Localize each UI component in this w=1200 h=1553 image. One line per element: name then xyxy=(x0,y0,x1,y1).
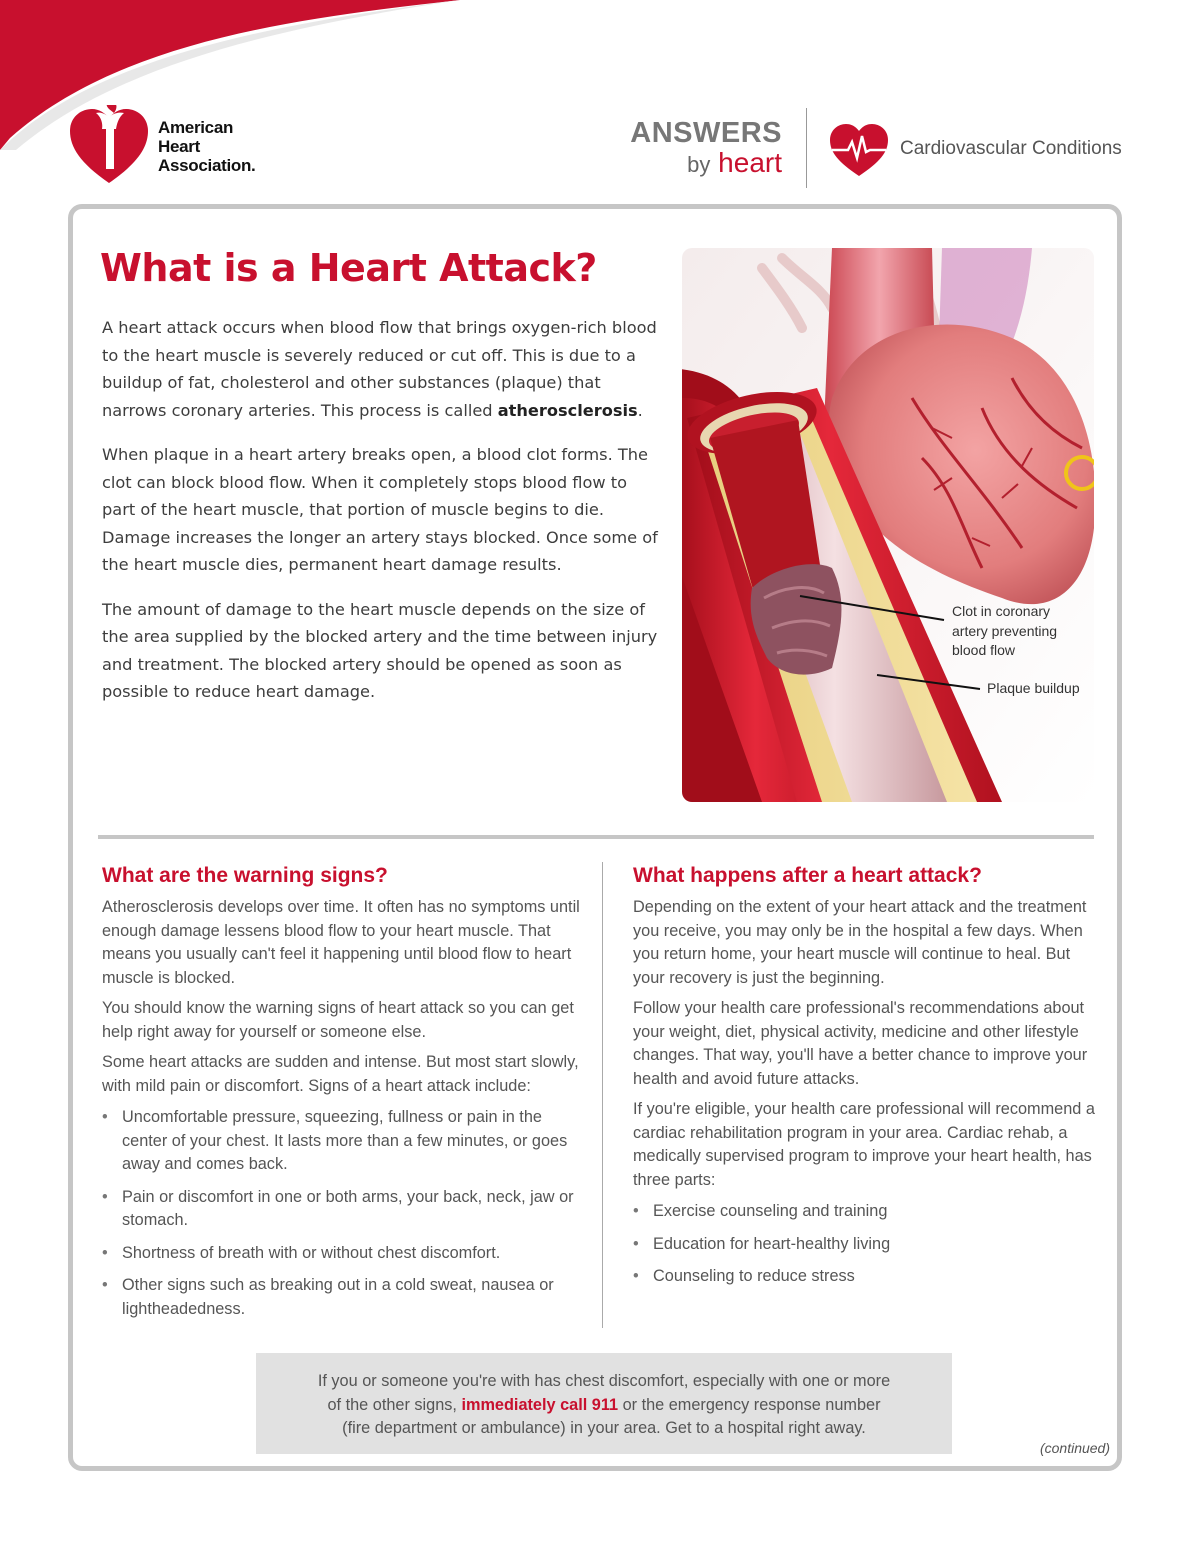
heart-torch-icon xyxy=(68,105,150,187)
continued-note: (continued) xyxy=(1039,1440,1110,1456)
list-item: • Education for heart-healthy living xyxy=(633,1233,1095,1257)
list-item: • Exercise counseling and training xyxy=(633,1200,1095,1224)
intro-section xyxy=(102,314,662,723)
intro-paragraph-2: When plaque in a heart artery breaks open, a blood clot forms. The clot can block blood flow. When it completely stops blood flow to part of the heart muscle, that portion of muscle begins to die. Damage increases the longer an artery stays blocked. Once some of the heart muscle dies, permanent heart damage results. xyxy=(102,445,658,574)
warning-signs-heading: What are the warning signs? xyxy=(102,864,388,887)
warning-signs-list xyxy=(102,1106,580,1321)
callout-clot-label: Clot in coronary artery preventing blood flow xyxy=(952,603,1058,658)
cardiac-rehab-list xyxy=(633,1200,1095,1289)
warning-paragraph-1: Atherosclerosis develops over time. It often has no symptoms until enough damage lessens blood flow to your heart muscle. That means you usually can't feel it happening until blood flow to heart muscle is blocked. xyxy=(102,898,580,987)
brand-divider xyxy=(806,108,807,188)
emergency-alert-box: If you or someone you're with has chest discomfort, especially with one or more of the other signs, immediately call 911 or the emergency response number (fire department or ambulance) in your area. Get to a hospital right away. xyxy=(256,1353,952,1454)
list-item: • Other signs such as breaking out in a cold sweat, nausea or lightheadedness. xyxy=(102,1274,580,1321)
list-item: • Shortness of breath with or without chest discomfort. xyxy=(102,1242,580,1266)
answers-by-heart-brand xyxy=(620,108,1130,188)
answers-wordmark: ANSWERS by heart xyxy=(630,117,782,178)
category-label: Cardiovascular Conditions xyxy=(900,138,1122,159)
column-divider xyxy=(602,862,603,1328)
aha-logo xyxy=(68,105,255,187)
after-paragraph-2: Follow your health care professional's recommendations about your weight, diet, physical activity, medicine and other lifestyle changes. That way, you'll have a better chance to improve your health and avoid future attacks. xyxy=(633,999,1088,1088)
section-divider xyxy=(98,835,1094,839)
warning-paragraph-2: You should know the warning signs of heart attack so you can get help right away for yourself or someone else. xyxy=(102,999,574,1041)
logo-wordmark: American Heart Association. xyxy=(158,117,256,175)
list-item: • Counseling to reduce stress xyxy=(633,1265,1095,1289)
list-item: • Uncomfortable pressure, squeezing, fullness or pain in the center of your chest. It lasts more than a few minutes, or goes away and comes back. xyxy=(102,1106,580,1177)
heart-artery-illustration xyxy=(682,248,1094,802)
atherosclerosis-term: atherosclerosis xyxy=(497,400,638,420)
heartbeat-heart-icon xyxy=(828,122,890,178)
after-heart-attack-heading: What happens after a heart attack? xyxy=(633,864,982,887)
after-paragraph-3: If you're eligible, your health care professional will recommend a cardiac rehabilitation program in your area. Cardiac rehab, a medically supervised program to improve your heart health, has three parts: xyxy=(633,1100,1095,1189)
call-911-emphasis: immediately call 911 xyxy=(461,1395,619,1414)
intro-paragraph-1: A heart attack occurs when blood flow that brings oxygen-rich blood to the heart muscle is severely reduced or cut off. This is due to a buildup of fat, cholesterol and other substances (plaque) that narrows coronary arteries. This process is called atherosclerosis. xyxy=(102,318,657,420)
list-item: • Pain or discomfort in one or both arms, your back, neck, jaw or stomach. xyxy=(102,1186,580,1233)
page-title: What is a Heart Attack? xyxy=(100,246,597,290)
warning-signs-section xyxy=(102,862,580,1330)
warning-paragraph-3: Some heart attacks are sudden and intense. But most start slowly, with mild pain or discomfort. Signs of a heart attack include: xyxy=(102,1053,579,1095)
after-paragraph-1: Depending on the extent of your heart attack and the treatment you receive, you may only be in the hospital a few days. When you return home, your heart muscle will continue to heal. But your recovery is just the beginning. xyxy=(633,898,1087,987)
after-heart-attack-section xyxy=(633,862,1095,1298)
intro-paragraph-3: The amount of damage to the heart muscle depends on the size of the area supplied by the blocked artery and the time between injury and treatment. The blocked artery should be opened as soon as possible to reduce heart damage. xyxy=(102,599,658,701)
callout-plaque-label: Plaque buildup xyxy=(987,680,1080,696)
